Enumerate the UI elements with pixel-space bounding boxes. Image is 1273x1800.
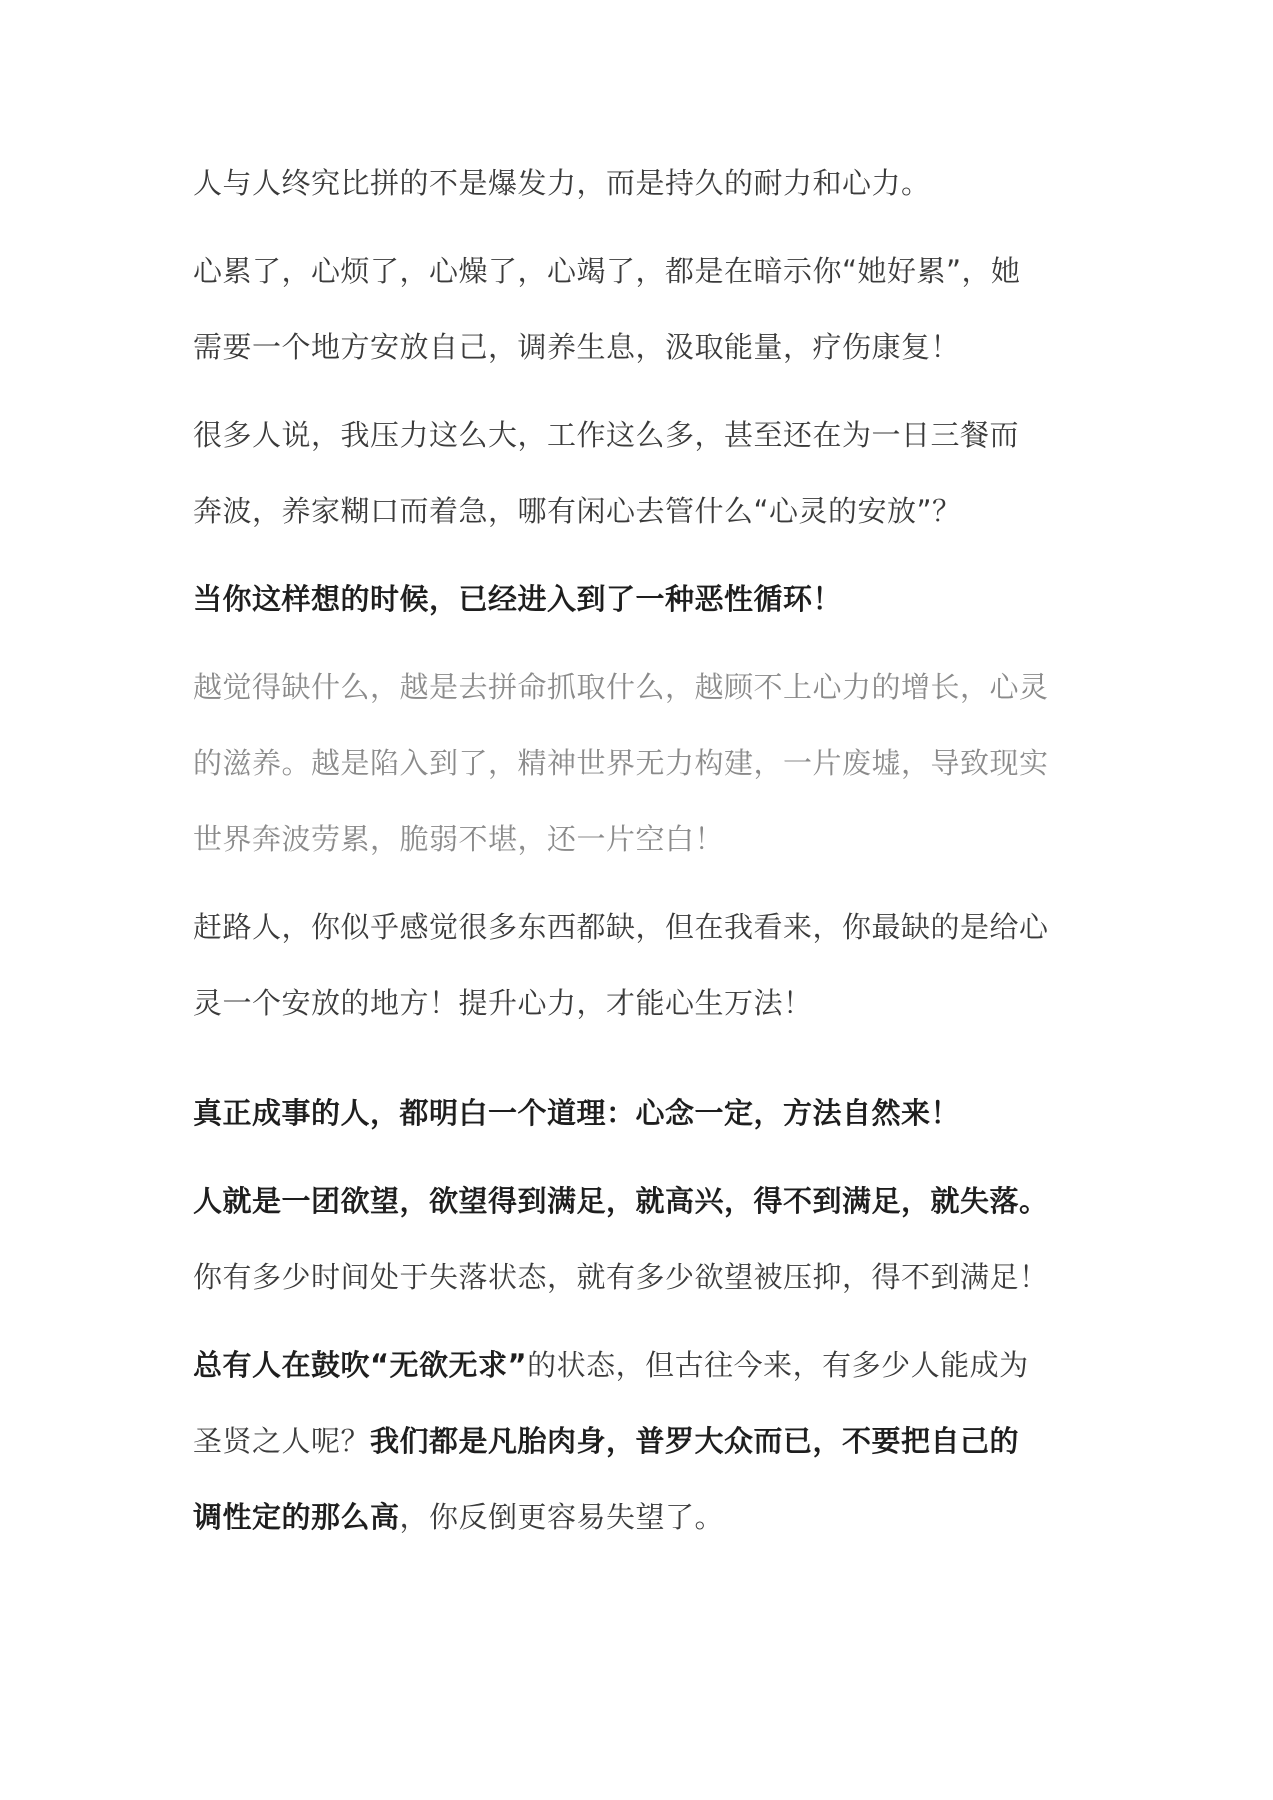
article-body (193, 145, 1093, 1555)
paragraph-line: 越觉得缺什么，越是去拼命抓取什么，越顾不上心力的增长，心灵 (193, 670, 1049, 704)
paragraph-line: 赶路人，你似乎感觉很多东西都缺，但在我看来，你最缺的是给心 (193, 910, 1049, 944)
paragraph-line: 奔波，养家糊口而着急，哪有闲心去管什么“心灵的安放”？ (193, 494, 962, 528)
paragraph-line: 人就是一团欲望，欲望得到满足，就高兴，得不到满足，就失落。 (193, 1184, 1049, 1218)
paragraph-3 (193, 397, 1093, 549)
paragraph-2 (193, 233, 1093, 385)
paragraph-10 (193, 1327, 1093, 1555)
paragraph-line: 真正成事的人，都明白一个道理：心念一定，方法自然来！ (193, 1096, 961, 1130)
paragraph-line: 心累了，心烦了，心燥了，心竭了，都是在暗示你“她好累”，她 (193, 254, 1021, 288)
paragraph-9 (193, 1239, 1093, 1315)
paragraph-8-emphasis (193, 1163, 1093, 1239)
paragraph-line: 需要一个地方安放自己，调养生息，汲取能量，疗伤康复！ (193, 330, 961, 364)
plain-phrase: 圣贤之人呢？ (193, 1424, 371, 1458)
paragraph-line: 很多人说，我压力这么大，工作这么多，甚至还在为一日三餐而 (193, 418, 1020, 452)
paragraph-line: 当你这样想的时候，已经进入到了一种恶性循环！ (193, 582, 843, 616)
paragraph-4-emphasis (193, 561, 1093, 637)
paragraph-1 (193, 145, 1093, 221)
paragraph-line (193, 1403, 1093, 1479)
paragraph-line (193, 1479, 1093, 1555)
paragraph-7-emphasis (193, 1075, 1093, 1151)
paragraph-line: 你有多少时间处于失落状态，就有多少欲望被压抑，得不到满足！ (193, 1260, 1049, 1294)
plain-phrase: ，你反倒更容易失望了。 (399, 1500, 725, 1534)
bold-phrase: 我们都是凡胎肉身，普罗大众而已，不要把自己的 (370, 1424, 1020, 1458)
paragraph-line (193, 1327, 1093, 1403)
bold-phrase: 调性定的那么高 (193, 1500, 400, 1534)
paragraph-line: 人与人终究比拼的不是爆发力，而是持久的耐力和心力。 (193, 166, 931, 200)
paragraph-5-quote (193, 649, 1093, 877)
plain-phrase: 的状态，但古往今来，有多少人能成为 (527, 1348, 1029, 1382)
paragraph-line: 世界奔波劳累，脆弱不堪，还一片空白！ (193, 822, 725, 856)
paragraph-line: 灵一个安放的地方！提升心力，才能心生万法！ (193, 986, 813, 1020)
paragraph-line: 的滋养。越是陷入到了，精神世界无力构建，一片废墟，导致现实 (193, 746, 1049, 780)
paragraph-6 (193, 889, 1093, 1041)
bold-phrase: 总有人在鼓吹“无欲无求” (193, 1348, 528, 1382)
